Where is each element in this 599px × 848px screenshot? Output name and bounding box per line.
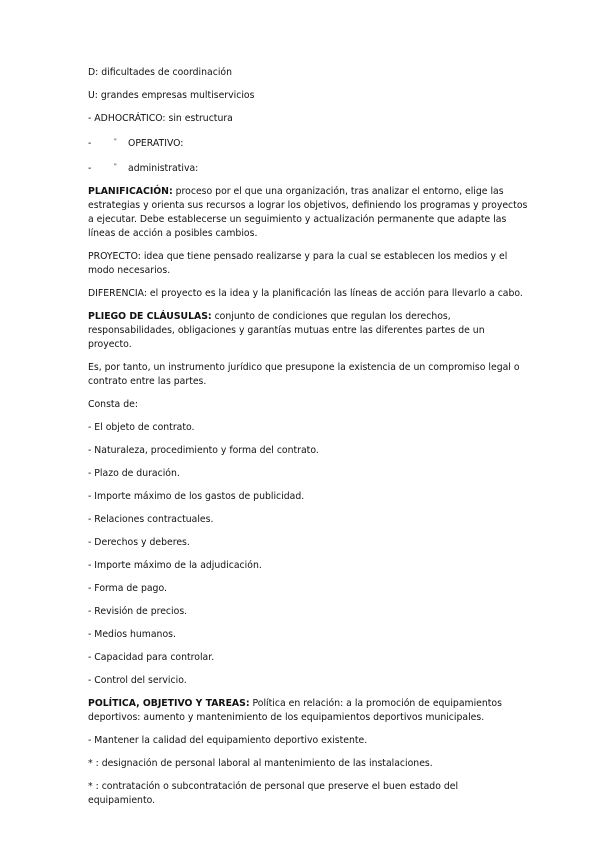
list-item: - Plazo de duración. bbox=[88, 468, 180, 479]
administrativa-line bbox=[88, 160, 528, 176]
list-item: - Forma de pago. bbox=[88, 583, 167, 594]
administrativa-text: administrativa: bbox=[128, 163, 199, 174]
operativo-ditto: " bbox=[114, 138, 117, 145]
politica-term: POLÍTICA, OBJETIVO Y TAREAS: bbox=[88, 698, 250, 709]
operativo-line bbox=[88, 135, 528, 151]
planificacion-term: PLANIFICACIÓN: bbox=[88, 186, 173, 197]
administrativa-ditto: " bbox=[114, 163, 117, 170]
contract-items-list bbox=[88, 421, 528, 688]
list-item: - Medios humanos. bbox=[88, 629, 176, 640]
d-line: D: dificultades de coordinación bbox=[88, 67, 233, 78]
pliego-definition: conjunto de condiciones que regulan los derechos, responsabilidades, obligaciones y garantías mutuas entre las diferentes partes de un proyecto. bbox=[88, 311, 485, 350]
operativo-text: OPERATIVO: bbox=[128, 138, 184, 149]
list-item: - Revisión de precios. bbox=[88, 606, 188, 617]
designacion-line: * : designación de personal laboral al mantenimiento de las instalaciones. bbox=[88, 758, 433, 769]
pliego-paragraph bbox=[88, 310, 528, 352]
administrativa-dash: - bbox=[88, 163, 92, 174]
diferencia-paragraph: DIFERENCIA: el proyecto es la idea y la planificación las líneas de acción para llevarlo a cabo. bbox=[88, 288, 523, 299]
list-item: - Relaciones contractuales. bbox=[88, 514, 214, 525]
list-item: - Importe máximo de los gastos de publicidad. bbox=[88, 491, 305, 502]
list-item: - Naturaleza, procedimiento y forma del contrato. bbox=[88, 445, 319, 456]
instrumento-paragraph: Es, por tanto, un instrumento jurídico que presupone la existencia de un compromiso legal o contrato entre las partes. bbox=[88, 362, 520, 387]
proyecto-paragraph: PROYECTO: idea que tiene pensado realizarse y para la cual se establecen los medios y el modo necesarios. bbox=[88, 251, 508, 276]
list-item: - Control del servicio. bbox=[88, 675, 187, 686]
planificacion-definition: proceso por el que una organización, tras analizar el entorno, elige las estrategias y orienta sus recursos a lograr los objetivos, definiendo los programas y proyectos a ejecutar. Debe establecerse un seguimiento y actualización permanente que adapte las líneas de acción a posibles cambios. bbox=[88, 186, 528, 239]
consta-line: Consta de: bbox=[88, 399, 138, 410]
list-item: - El objeto de contrato. bbox=[88, 422, 195, 433]
mantener-line: - Mantener la calidad del equipamiento deportivo existente. bbox=[88, 735, 368, 746]
document-body bbox=[88, 66, 528, 817]
u-line: U: grandes empresas multiservicios bbox=[88, 90, 255, 101]
list-item: - Derechos y deberes. bbox=[88, 537, 190, 548]
planificacion-paragraph bbox=[88, 185, 528, 241]
operativo-dash: - bbox=[88, 138, 92, 149]
politica-definition: Política en relación: a la promoción de equipamientos deportivos: aumento y mantenimiento de los equipamientos deportivos municipales. bbox=[88, 698, 502, 723]
politica-paragraph bbox=[88, 697, 528, 725]
adhocratico-line: - ADHOCRÁTICO: sin estructura bbox=[88, 113, 233, 124]
contratacion-line: * : contratación o subcontratación de personal que preserve el buen estado del equipamiento. bbox=[88, 781, 459, 806]
pliego-term: PLIEGO DE CLÁUSULAS: bbox=[88, 311, 212, 322]
list-item: - Capacidad para controlar. bbox=[88, 652, 215, 663]
list-item: - Importe máximo de la adjudicación. bbox=[88, 560, 262, 571]
